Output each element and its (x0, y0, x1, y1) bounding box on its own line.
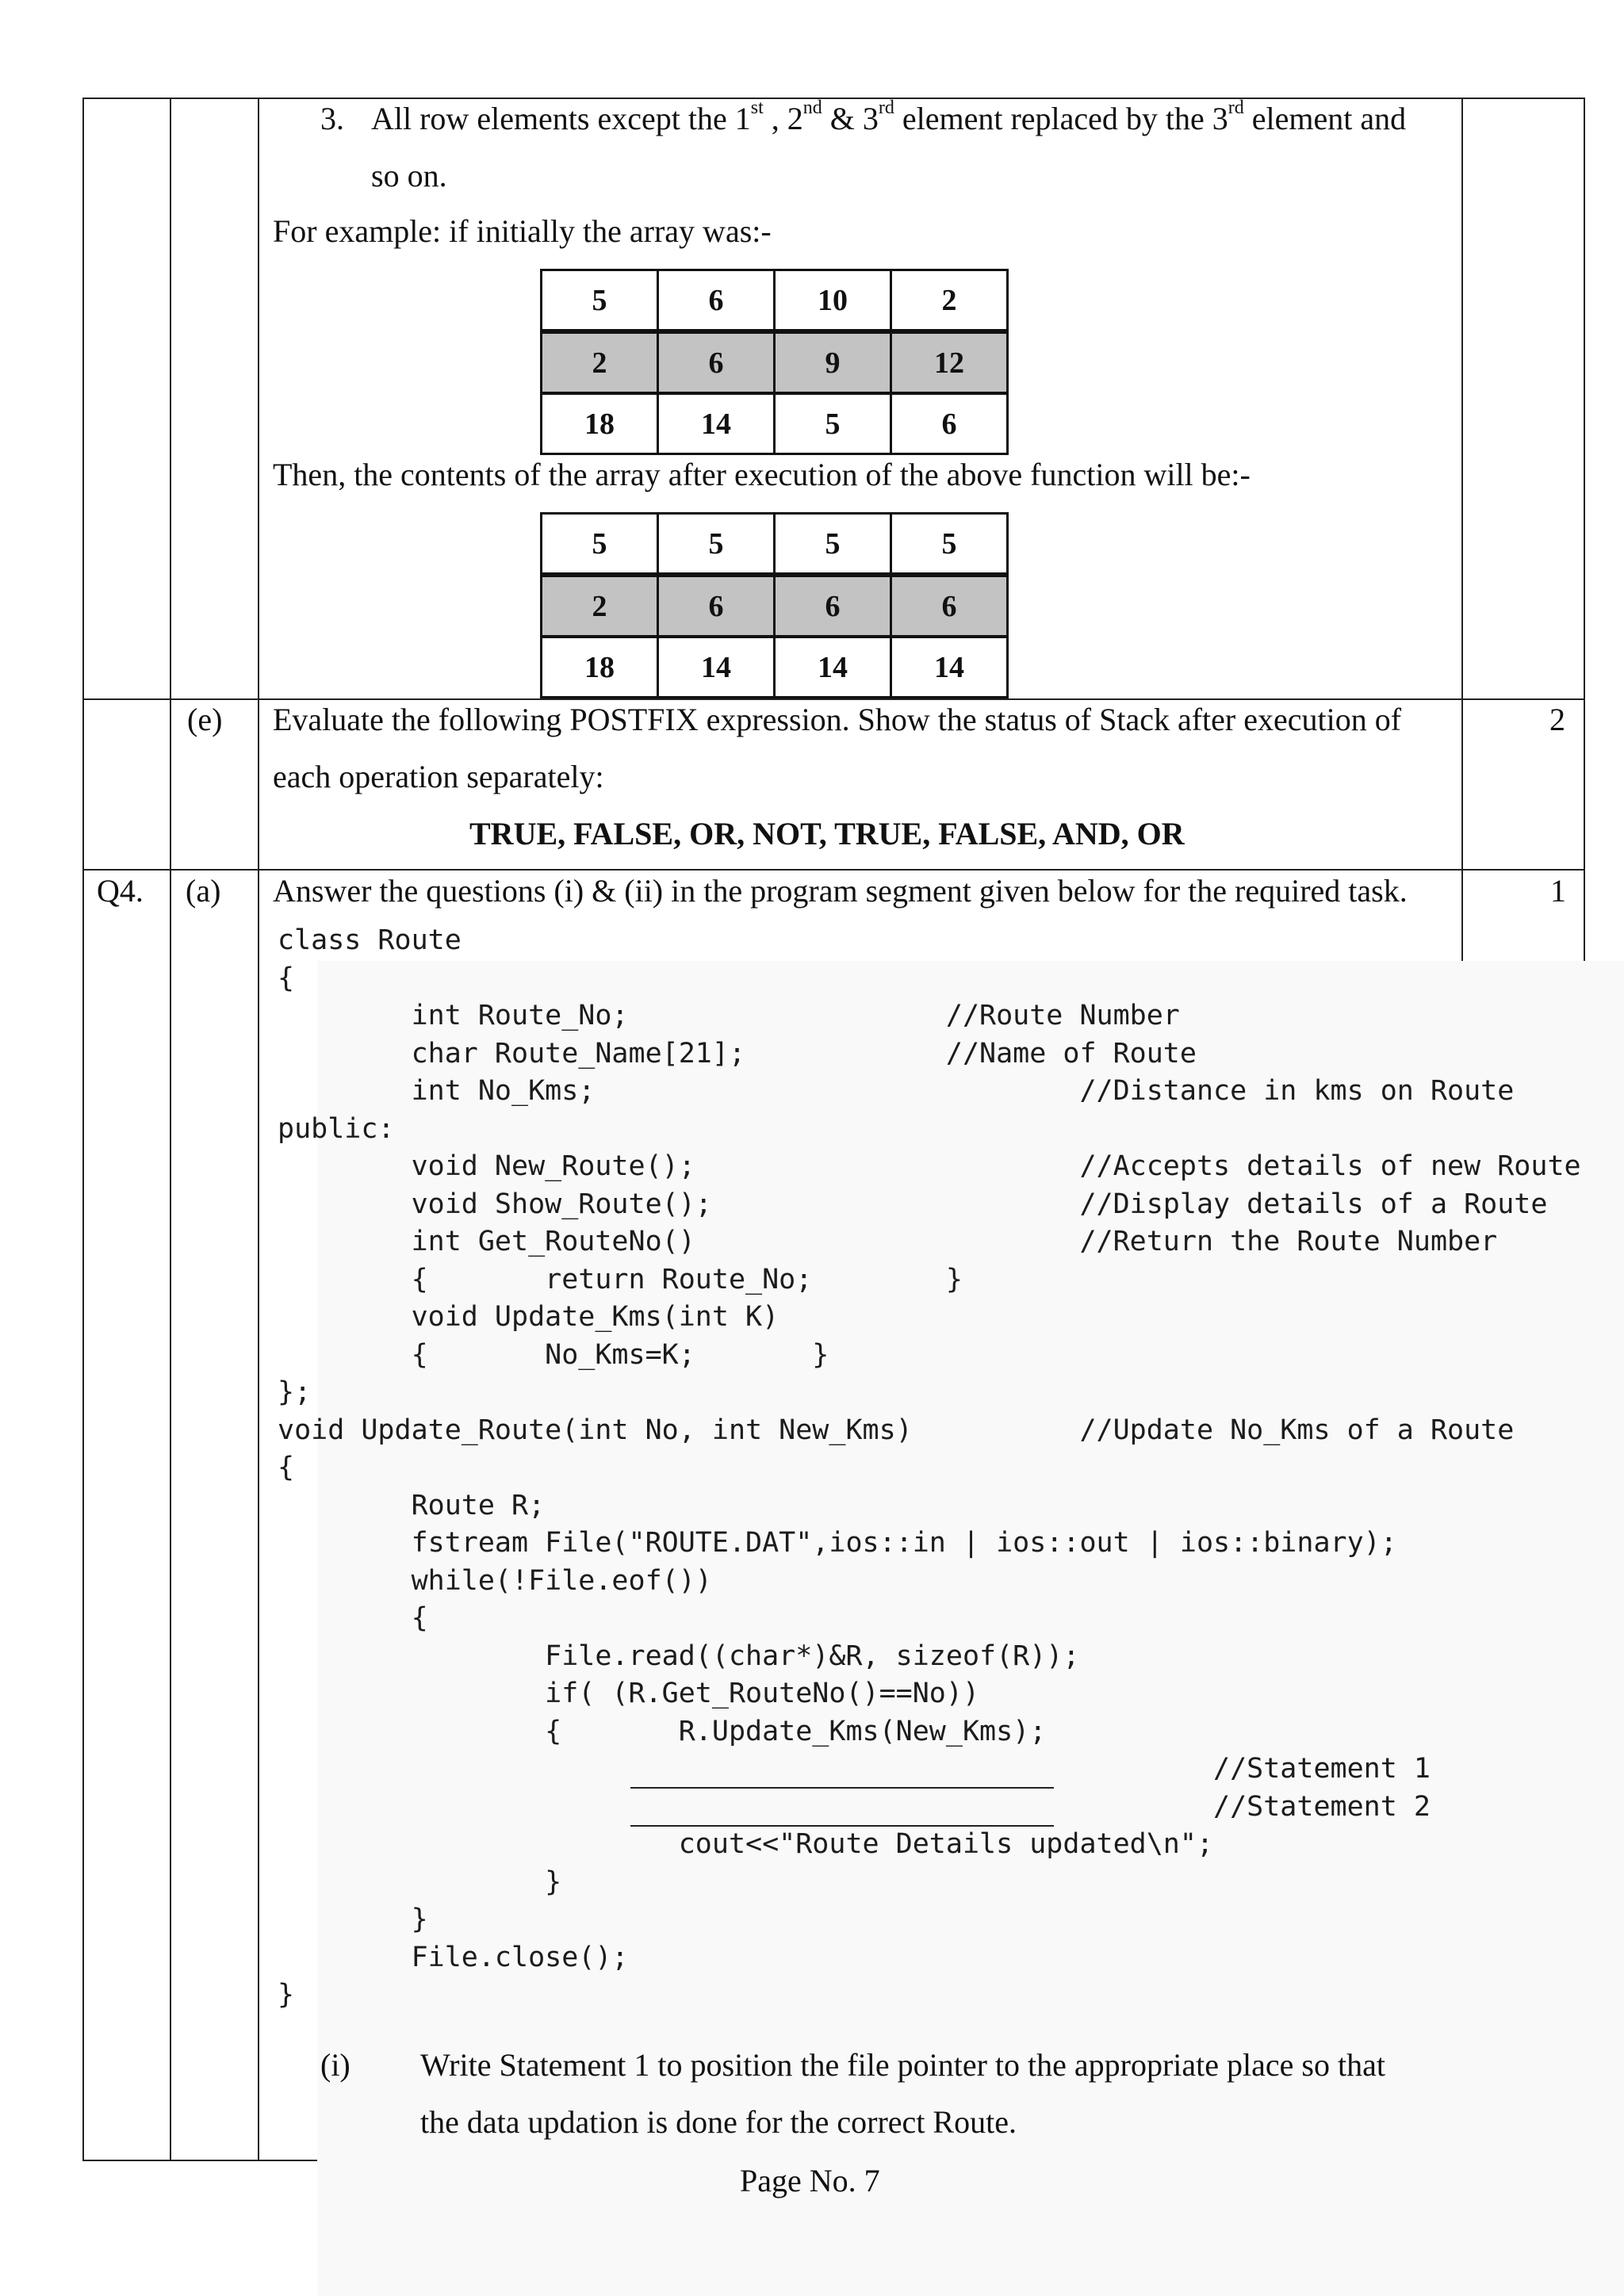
code-line: fstream File("ROUTE.DAT",ios::in | ios::out | ios::binary); (278, 1527, 1397, 1559)
code-line: void New_Route(); //Accepts details of new Route (278, 1150, 1581, 1182)
page-number: Page No. 7 (740, 2163, 880, 2198)
code-line: File.read((char*)&R, sizeof(R)); (278, 1640, 1080, 1672)
array-cell: 6 (891, 575, 1008, 637)
array-cell: 6 (658, 331, 775, 393)
point-3-line-1: All row elements except the 1st , 2nd & 3rd element replaced by the 3rd element and (371, 97, 1407, 136)
example-intro: For example: if initially the array was:- (273, 213, 772, 249)
row-divider-2 (82, 869, 1585, 871)
array-cell: 5 (775, 514, 891, 576)
code-line: int Route_No; //Route Number (278, 1000, 1180, 1031)
array-cell: 14 (775, 637, 891, 698)
col-border-2 (170, 98, 171, 2161)
code-line: void Update_Kms(int K) (278, 1301, 779, 1333)
array-cell: 14 (891, 637, 1008, 698)
code-line: { R.Update_Kms(New_Kms); (278, 1715, 1047, 1747)
initial-array-table (540, 269, 1009, 455)
code-line: char Route_Name[21]; //Name of Route (278, 1037, 1197, 1070)
col-border-left (82, 98, 84, 2161)
array-row (542, 514, 1008, 576)
array-cell: 9 (775, 331, 891, 393)
code-line: if( (R.Get_RouteNo()==No)) (278, 1678, 980, 1709)
code-line: //Statement 1 (278, 1753, 1431, 1785)
code-line: { return Route_No; } (278, 1263, 963, 1295)
array-cell: 18 (542, 393, 658, 454)
code-line: File.close(); (278, 1941, 629, 1973)
array-row (542, 637, 1008, 698)
part-e-line-1: Evaluate the following POSTFIX expression. Show the status of Stack after execution of (273, 702, 1402, 737)
code-line: int Get_RouteNo() //Return the Route Number (278, 1226, 1498, 1257)
code-line: }; (278, 1376, 312, 1408)
array-row-highlighted (542, 575, 1008, 637)
code-line: //Statement 2 (278, 1790, 1431, 1823)
array-cell: 6 (775, 575, 891, 637)
array-cell: 6 (891, 393, 1008, 454)
sub-question-i-line-2: the data updation is done for the correct Route. (420, 2104, 1017, 2140)
code-line: { (278, 1452, 295, 1483)
code-line: int No_Kms; //Distance in kms on Route (278, 1075, 1515, 1107)
code-line: cout<<"Route Details updated\n"; (278, 1828, 1214, 1860)
code-line: void Update_Route(int No, int New_Kms) //Update No_Kms of a Route (278, 1414, 1515, 1446)
point-3-line-2: so on. (371, 158, 447, 193)
part-e-marks: 2 (1549, 702, 1565, 737)
array-cell: 5 (775, 393, 891, 454)
array-cell: 5 (891, 514, 1008, 576)
array-cell: 12 (891, 331, 1008, 393)
row-divider-1 (82, 698, 1585, 700)
code-line: class Route (278, 924, 462, 956)
code-line: { No_Kms=K; } (278, 1338, 829, 1371)
array-cell: 5 (542, 270, 658, 332)
array-cell: 5 (542, 514, 658, 576)
code-line: Route R; (278, 1489, 546, 1521)
part-e-line-2: each operation separately: (273, 759, 604, 794)
table-top-border (82, 98, 1585, 99)
array-cell: 14 (658, 637, 775, 698)
code-line: } (278, 1979, 295, 2011)
postfix-expression: TRUE, FALSE, OR, NOT, TRUE, FALSE, AND, OR (469, 816, 1185, 851)
statement-2-blank (630, 1825, 1054, 1827)
array-row (542, 393, 1008, 454)
code-line: } (278, 1904, 428, 1935)
statement-1-blank (630, 1787, 1054, 1789)
code-line: } (278, 1866, 562, 1898)
array-cell: 10 (775, 270, 891, 332)
code-line: while(!File.eof()) (278, 1564, 712, 1597)
final-array-table (540, 512, 1009, 698)
array-cell: 6 (658, 270, 775, 332)
code-line: { (278, 1602, 428, 1634)
q4-marks: 1 (1550, 873, 1566, 909)
array-cell: 14 (658, 393, 775, 454)
array-cell: 6 (658, 575, 775, 637)
then-text: Then, the contents of the array after execution of the above function will be:- (273, 457, 1251, 492)
array-cell: 18 (542, 637, 658, 698)
array-cell: 2 (542, 331, 658, 393)
array-cell: 2 (891, 270, 1008, 332)
code-line: public: (278, 1112, 395, 1145)
q4-intro: Answer the questions (i) & (ii) in the program segment given below for the required task. (273, 873, 1408, 909)
code-line: void Show_Route(); //Display details of a Route (278, 1188, 1548, 1220)
array-row-highlighted (542, 331, 1008, 393)
sub-question-i-label: (i) (320, 2047, 350, 2083)
code-line: { (278, 962, 295, 994)
code-block (278, 922, 1581, 2015)
array-cell: 5 (658, 514, 775, 576)
point-3-number: 3. (320, 101, 344, 136)
col-border-3 (258, 98, 259, 2161)
array-row (542, 270, 1008, 332)
part-e-label: (e) (187, 702, 223, 737)
sub-question-i-line-1: Write Statement 1 to position the file pointer to the appropriate place so that (420, 2047, 1385, 2083)
question-number: Q4. (97, 873, 144, 909)
array-cell: 2 (542, 575, 658, 637)
q4-part-a-label: (a) (186, 873, 221, 909)
